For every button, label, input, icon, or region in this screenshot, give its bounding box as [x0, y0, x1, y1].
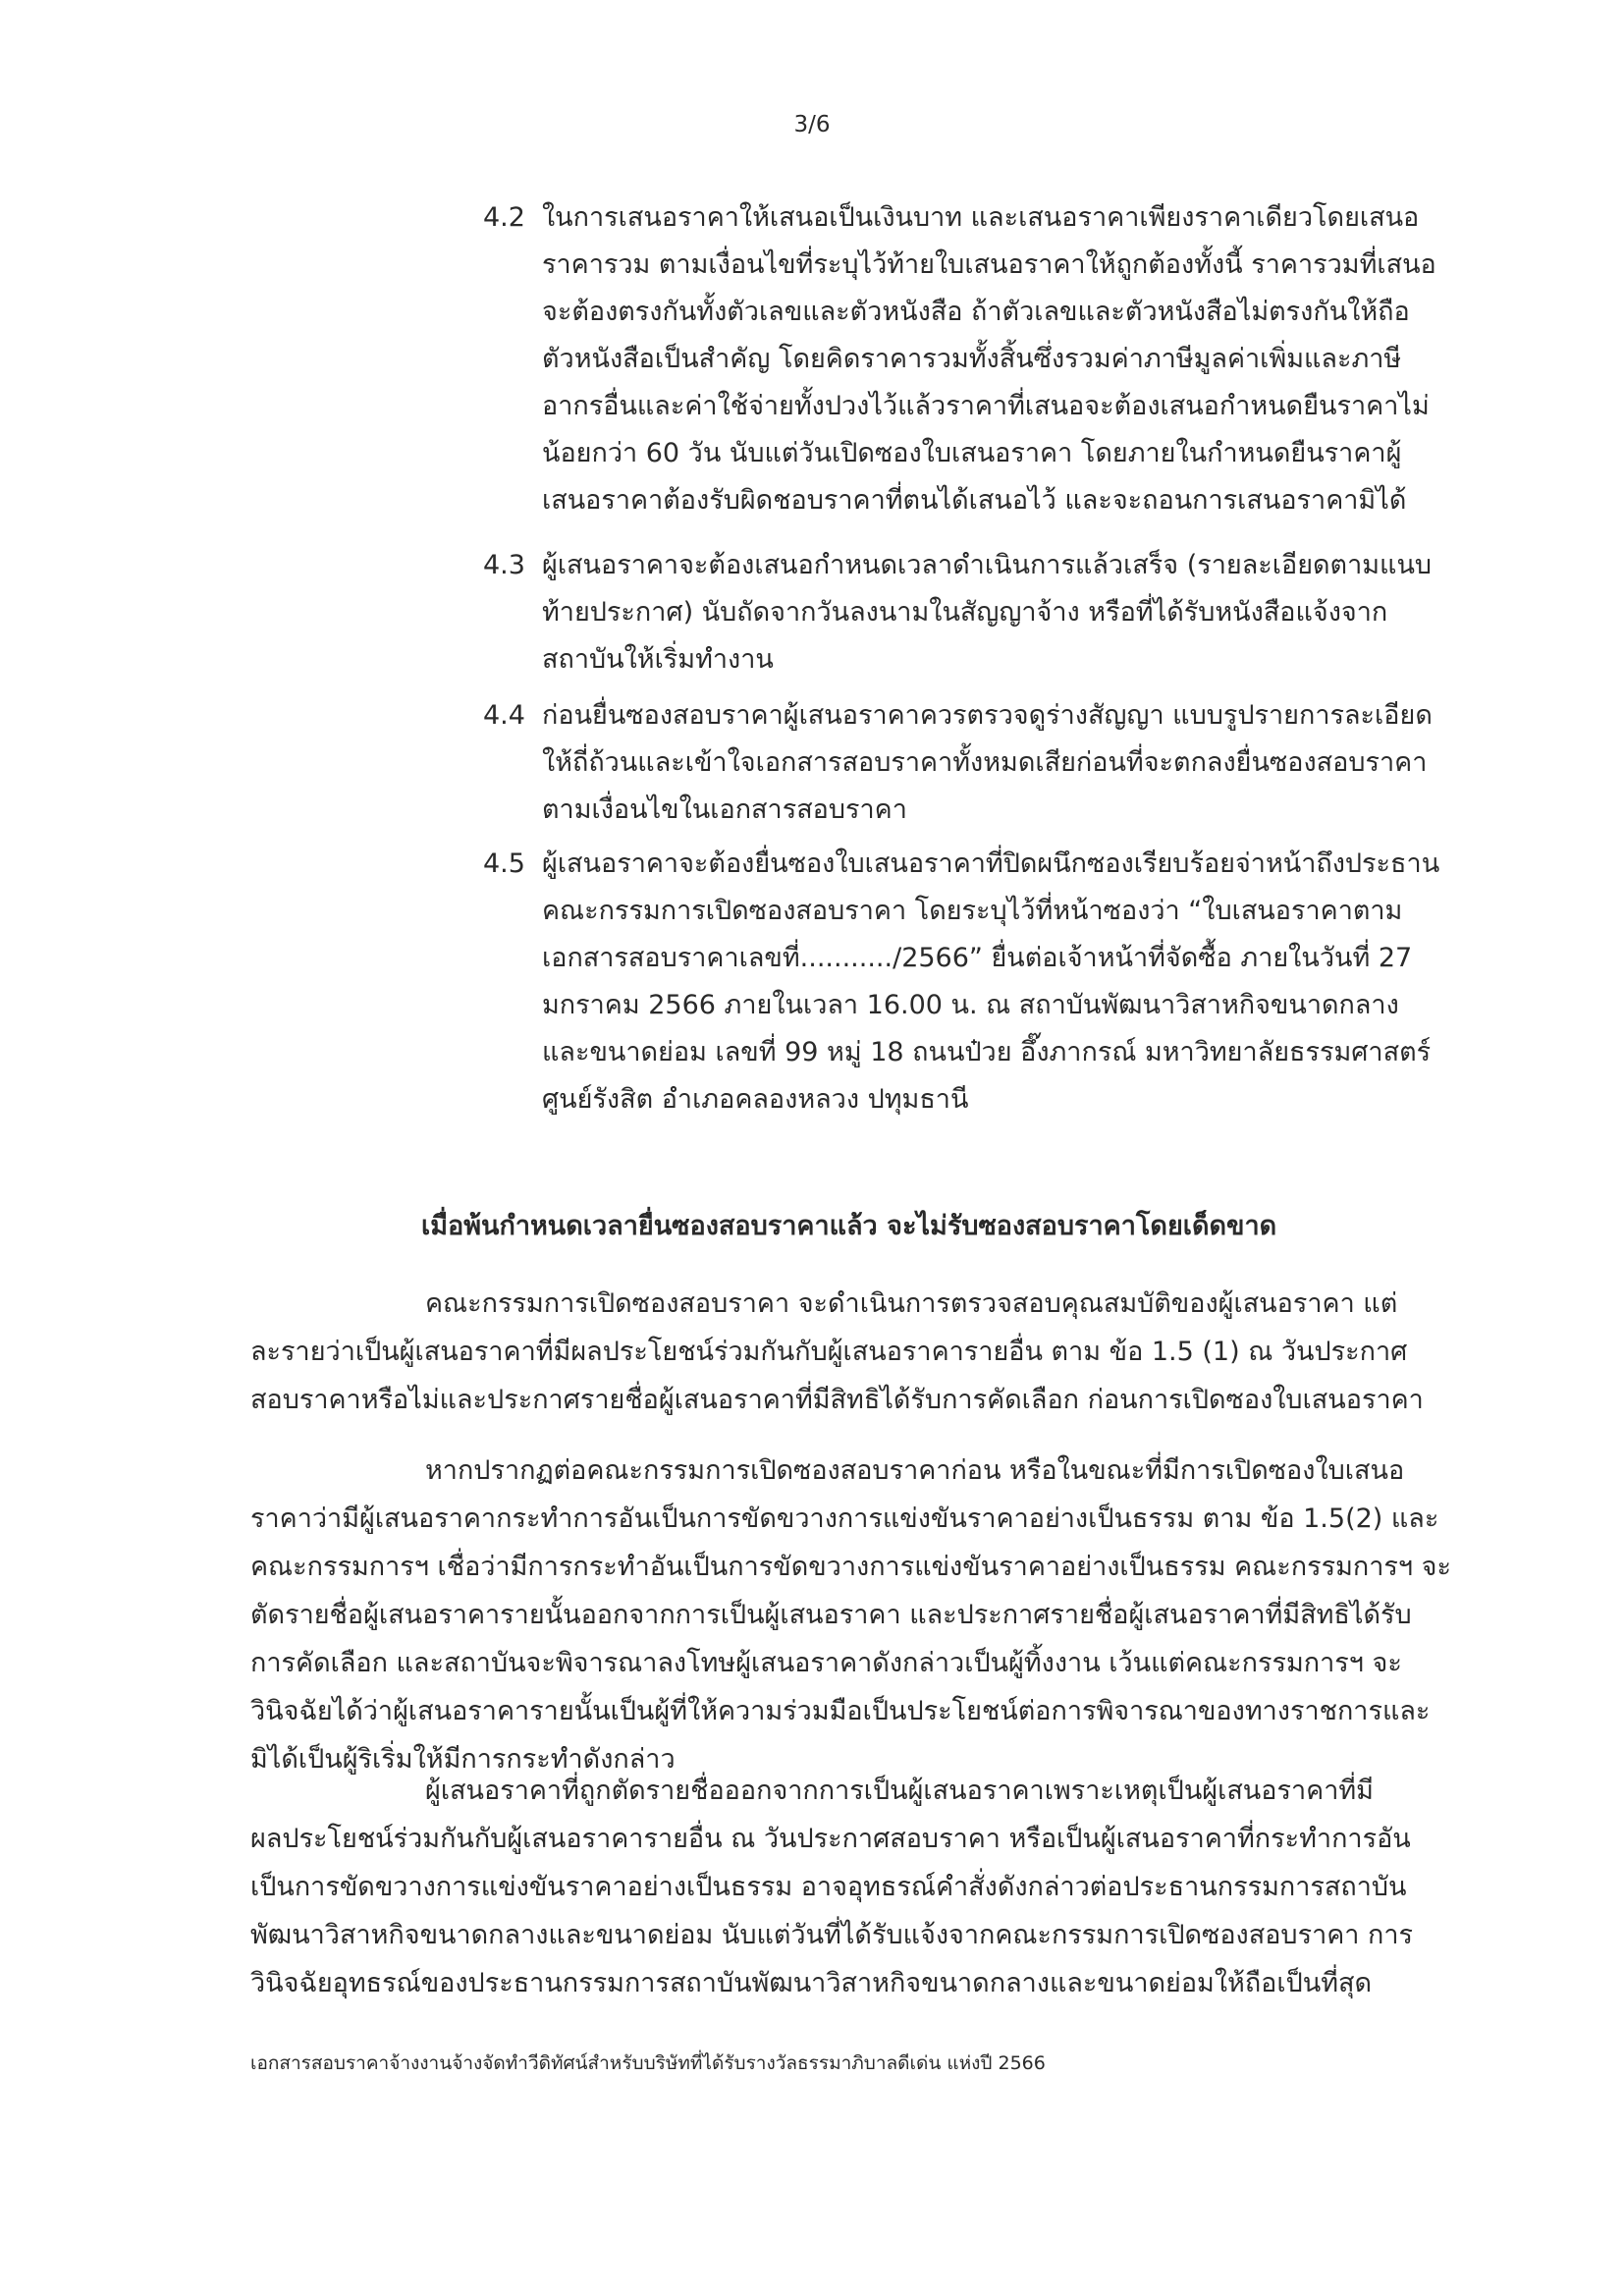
clause-number: 4.3 [483, 550, 525, 580]
clause-line: อากรอื่นและค่าใช้จ่ายทั้งปวงไว้แล้วราคาที่เสนอจะต้องเสนอกำหนดยืนราคาไม่ [542, 391, 1430, 421]
paragraph-line: พัฒนาวิสาหกิจขนาดกลางและขนาดย่อม นับแต่วันที่ได้รับแจ้งจากคณะกรรมการเปิดซองสอบราคา การ [250, 1920, 1414, 1950]
paragraph-line: ผู้เสนอราคาที่ถูกตัดรายชื่อออกจากการเป็นผู้เสนอราคาเพราะเหตุเป็นผู้เสนอราคาที่มี [425, 1776, 1374, 1806]
clause-line: เสนอราคาต้องรับผิดชอบราคาที่ตนได้เสนอไว้ และจะถอนการเสนอราคามิได้ [542, 485, 1407, 516]
clause-line: คณะกรรมการเปิดซองสอบราคา โดยระบุไว้ที่หน้าซองว่า “ใบเสนอราคาตาม [542, 896, 1403, 926]
clause-line: ในการเสนอราคาให้เสนอเป็นเงินบาท และเสนอราคาเพียงราคาเดียวโดยเสนอ [542, 202, 1420, 233]
paragraph-line: เป็นการขัดขวางการแข่งขันราคาอย่างเป็นธรรม อาจอุทธรณ์คำสั่งดังกล่าวต่อประธานกรรมการสถาบัน [250, 1872, 1407, 1902]
paragraph-line: การคัดเลือก และสถาบันจะพิจารณาลงโทษผู้เสนอราคาดังกล่าวเป็นผู้ทิ้งงาน เว้นแต่คณะกรรมการฯ จะ [250, 1648, 1402, 1678]
paragraph-line: วินิจฉัยอุทธรณ์ของประธานกรรมการสถาบันพัฒนาวิสาหกิจขนาดกลางและขนาดย่อมให้ถือเป็นที่สุด [250, 1968, 1373, 1998]
clause-line: ตัวหนังสือเป็นสำคัญ โดยคิดราคารวมทั้งสิ้นซึ่งรวมค่าภาษีมูลค่าเพิ่มและภาษี [542, 344, 1402, 374]
clause-line: ศูนย์รังสิต อำเภอคลองหลวง ปทุมธานี [542, 1084, 969, 1115]
clause-line: ผู้เสนอราคาจะต้องยื่นซองใบเสนอราคาที่ปิดผนึกซองเรียบร้อยจ่าหน้าถึงประธาน [542, 848, 1440, 879]
paragraph-line: สอบราคาหรือไม่และประกาศรายชื่อผู้เสนอราคาที่มีสิทธิได้รับการคัดเลือก ก่อนการเปิดซองใบเสนอราคา [250, 1385, 1424, 1415]
paragraph-line: มิได้เป็นผู้ริเริ่มให้มีการกระทำดังกล่าว [250, 1744, 676, 1775]
clause-4-4 [483, 692, 1445, 834]
clause-line: น้อยกว่า 60 วัน นับแต่วันเปิดซองใบเสนอราคา โดยภายในกำหนดยืนราคาผู้ [542, 438, 1402, 468]
clause-line: และขนาดย่อม เลขที่ 99 หมู่ 18 ถนนป๋วย อึ๊งภากรณ์ มหาวิทยาลัยธรรมศาสตร์ [542, 1037, 1432, 1067]
clause-line: เอกสารสอบราคาเลขที่.........../2566” ยื่นต่อเจ้าหน้าที่จัดซื้อ ภายในวันที่ 27 [542, 943, 1413, 973]
clause-line: ราคารวม ตามเงื่อนไขที่ระบุไว้ท้ายใบเสนอราคาให้ถูกต้องทั้งนี้ ราคารวมที่เสนอ [542, 249, 1436, 280]
clause-line: มกราคม 2566 ภายในเวลา 16.00 น. ณ สถาบันพัฒนาวิสาหกิจขนาดกลาง [542, 990, 1399, 1020]
paragraph-line: ละรายว่าเป็นผู้เสนอราคาที่มีผลประโยชน์ร่วมกันกับผู้เสนอราคารายอื่น ตาม ข้อ 1.5 (1) ณ วันประกาศ [250, 1337, 1408, 1367]
paragraph-qualification-check [250, 1280, 1453, 1424]
paragraph-line: ผลประโยชน์ร่วมกันกับผู้เสนอราคารายอื่น ณ วันประกาศสอบราคา หรือเป็นผู้เสนอราคาที่กระทำการอัน [250, 1824, 1411, 1854]
clause-line: ให้ถี่ถ้วนและเข้าใจเอกสารสอบราคาทั้งหมดเสียก่อนที่จะตกลงยื่นซองสอบราคา [542, 747, 1428, 778]
clause-line: สถาบันให้เริ่มทำงาน [542, 644, 774, 675]
paragraph-line: วินิจฉัยได้ว่าผู้เสนอราคารายนั้นเป็นผู้ที่ให้ความร่วมมือเป็นประโยชน์ต่อการพิจารณาของทางราชการและ [250, 1696, 1431, 1726]
clause-number: 4.4 [483, 700, 525, 731]
paragraph-line: ตัดรายชื่อผู้เสนอราคารายนั้นออกจากการเป็นผู้เสนอราคา และประกาศรายชื่อผู้เสนอราคาที่มีสิทธิได้รับ [250, 1600, 1412, 1630]
clause-line: ท้ายประกาศ) นับถัดจากวันลงนามในสัญญาจ้าง หรือที่ได้รับหนังสือแจ้งจาก [542, 597, 1388, 628]
clause-number: 4.2 [483, 202, 525, 233]
clause-4-5 [483, 841, 1445, 1123]
deadline-notice: เมื่อพ้นกำหนดเวลายื่นซองสอบราคาแล้ว จะไม่รับซองสอบราคาโดยเด็ดขาด [421, 1211, 1277, 1241]
paragraph-line: คณะกรรมการเปิดซองสอบราคา จะดำเนินการตรวจสอบคุณสมบัติของผู้เสนอราคา แต่ [425, 1288, 1398, 1319]
clause-4-2 [483, 194, 1445, 524]
footer-note: เอกสารสอบราคาจ้างงานจ้างจัดทำวีดิทัศน์สำหรับบริษัทที่ได้รับรางวัลธรรมาภิบาลดีเด่น แห่งปี 2566 [250, 2052, 1046, 2074]
clause-line: ตามเงื่อนไขในเอกสารสอบราคา [542, 794, 907, 825]
paragraph-line: คณะกรรมการฯ เชื่อว่ามีการกระทำอันเป็นการขัดขวางการแข่งขันราคาอย่างเป็นธรรม คณะกรรมการฯ จะ [250, 1552, 1451, 1582]
clause-4-3 [483, 542, 1445, 683]
clause-line: ผู้เสนอราคาจะต้องเสนอกำหนดเวลาดำเนินการแล้วเสร็จ (รายละเอียดตามแนบ [542, 550, 1433, 580]
clause-line: จะต้องตรงกันทั้งตัวเลขและตัวหนังสือ ถ้าตัวเลขและตัวหนังสือไม่ตรงกันให้ถือ [542, 297, 1410, 327]
page-number: 3/6 [793, 112, 831, 137]
paragraph-bid-obstruction [250, 1447, 1453, 1783]
paragraph-line: หากปรากฏต่อคณะกรรมการเปิดซองสอบราคาก่อน หรือในขณะที่มีการเปิดซองใบเสนอ [425, 1455, 1405, 1486]
paragraph-line: ราคาว่ามีผู้เสนอราคากระทำการอันเป็นการขัดขวางการแข่งขันราคาอย่างเป็นธรรม ตาม ข้อ 1.5(2) และ [250, 1503, 1439, 1534]
clause-line: ก่อนยื่นซองสอบราคาผู้เสนอราคาควรตรวจดูร่างสัญญา แบบรูปรายการละเอียด [542, 700, 1433, 731]
clause-number: 4.5 [483, 848, 525, 879]
paragraph-appeal [250, 1767, 1453, 2007]
